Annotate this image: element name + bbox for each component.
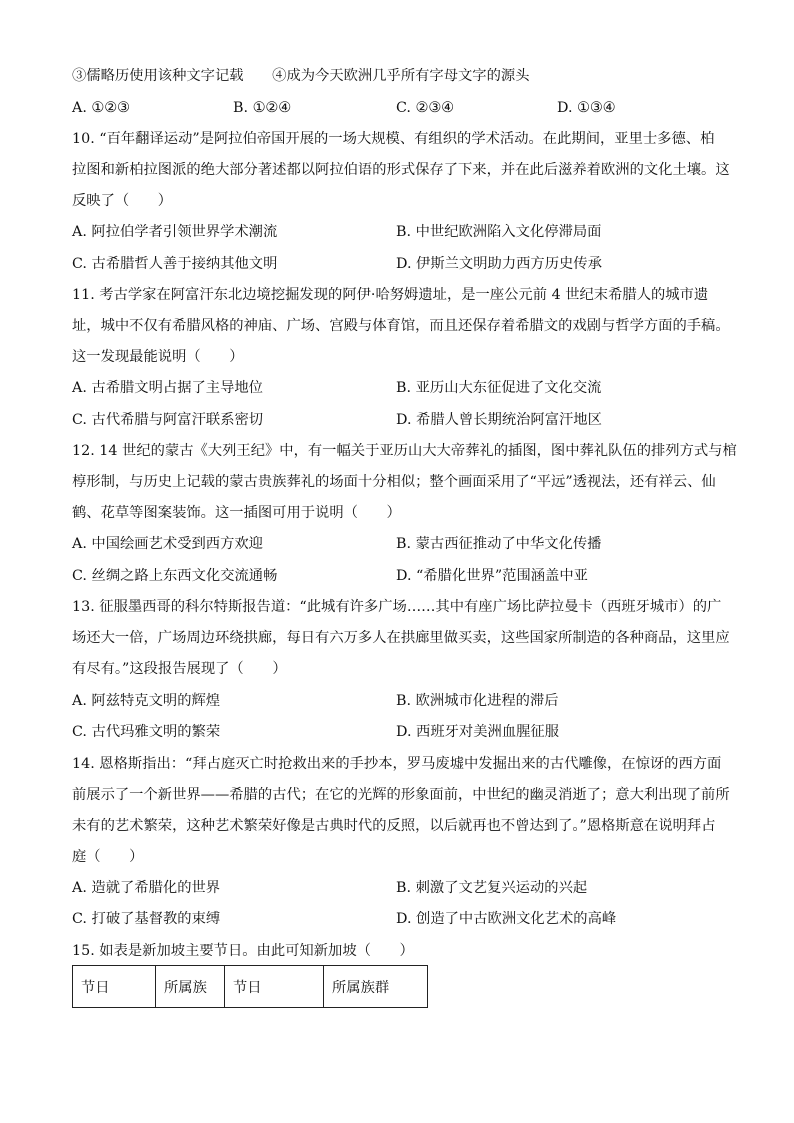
q10-option-d: D. 伊斯兰文明助力西方历史传承	[396, 256, 602, 272]
q14-stem-line-4: 庭（ ）	[72, 849, 144, 865]
q11-stem-line-2: 址，城中不仅有希腊风格的神庙、广场、宫殿与体育馆，而且还保存着希腊文的戏剧与哲学方面的手稿。	[72, 318, 730, 334]
q13-option-d: D. 西班牙对美洲血腥征服	[396, 724, 560, 740]
q13-option-c: C. 古代玛雅文明的繁荣	[72, 724, 221, 740]
q12-option-a: A. 中国绘画艺术受到西方欢迎	[72, 536, 263, 552]
q11-stem-line-3: 这一发现最能说明（ ）	[72, 349, 244, 365]
q14-stem-line-1: 14. 恩格斯指出：“拜占庭灭亡时抢救出来的手抄本，罗马废墟中发掘出来的古代雕像，在惊讶的西方面	[72, 756, 722, 772]
question-9-statements: ③儒略历使用该种文字记载 ④成为今天欧洲几乎所有字母文字的源头	[72, 68, 530, 84]
q9-option-d: D. ①③④	[557, 100, 616, 116]
q15-stem: 15. 如表是新加坡主要节日。由此可知新加坡（ ）	[72, 943, 414, 959]
q14-option-b: B. 刺激了文艺复兴运动的兴起	[396, 880, 588, 896]
q11-stem-line-1: 11. 考古学家在阿富汗东北边境挖掘发现的阿伊·哈努姆遗址，是一座公元前 4 世纪末希腊人的城市遗	[72, 287, 709, 303]
q10-stem-line-3: 反映了（ ）	[72, 193, 173, 209]
q10-option-b: B. 中世纪欧洲陷入文化停滞局面	[396, 224, 602, 240]
table-header-cell: 所属族群	[324, 966, 428, 1008]
q10-stem-line-1: 10. “百年翻译运动”是阿拉伯帝国开展的一场大规模、有组织的学术活动。在此期间，亚里士多德、柏	[72, 131, 715, 147]
q13-stem-line-1: 13. 征服墨西哥的科尔特斯报告道：“此城有许多广场……其中有座广场比萨拉曼卡（西班牙城市）的广	[72, 599, 722, 615]
q11-option-d: D. 希腊人曾长期统治阿富汗地区	[396, 412, 602, 428]
q13-stem-line-2: 场还大一倍，广场周边环绕拱廊，每日有六万多人在拱廊里做买卖，这些国家所制造的各种商品，这里应	[72, 630, 730, 646]
q10-option-c: C. 古希腊哲人善于接纳其他文明	[72, 256, 278, 272]
q12-option-d: D. “希腊化世界”范围涵盖中亚	[396, 568, 588, 584]
q14-option-a: A. 造就了希腊化的世界	[72, 880, 221, 896]
q14-stem-line-2: 前展示了一个新世界——希腊的古代；在它的光辉的形象面前，中世纪的幽灵消逝了；意大利出现了前所	[72, 787, 730, 803]
q9-option-a: A. ①②③	[72, 100, 130, 116]
table-header-cell: 所属族	[156, 966, 225, 1008]
table-header-row	[73, 966, 428, 1008]
q13-option-b: B. 欧洲城市化进程的滞后	[396, 693, 559, 709]
q10-stem-line-2: 拉图和新柏拉图派的绝大部分著述都以阿拉伯语的形式保存了下来，并在此后滋养着欧洲的文化土壤。这	[72, 162, 730, 178]
q12-stem-line-2: 椁形制，与历史上记载的蒙古贵族葬礼的场面十分相似；整个画面采用了“平远”透视法，还有祥云、仙	[72, 474, 716, 490]
festival-table	[72, 965, 428, 1008]
q9-option-b: B. ①②④	[233, 100, 292, 116]
table-header-cell: 节日	[225, 966, 324, 1008]
q11-option-b: B. 亚历山大东征促进了文化交流	[396, 380, 602, 396]
q14-option-d: D. 创造了中古欧洲文化艺术的高峰	[396, 911, 617, 927]
q11-option-c: C. 古代希腊与阿富汗联系密切	[72, 412, 264, 428]
q12-stem-line-3: 鹤、花草等图案装饰。这一插图可用于说明（ ）	[72, 505, 401, 521]
q14-stem-line-3: 未有的艺术繁荣，这种艺术繁荣好像是古典时代的反照，以后就再也不曾达到了。”恩格斯意在说明拜占	[72, 818, 716, 834]
table-header-cell: 节日	[73, 966, 156, 1008]
q13-stem-line-3: 有尽有。”这段报告展现了（ ）	[72, 661, 287, 677]
q10-option-a: A. 阿拉伯学者引领世界学术潮流	[72, 224, 278, 240]
q12-option-c: C. 丝绸之路上东西文化交流通畅	[72, 568, 278, 584]
q12-stem-line-1: 12. 14 世纪的蒙古《大列王纪》中，有一幅关于亚历山大大帝葬礼的插图，图中葬礼队伍的排列方式与棺	[72, 443, 737, 459]
q14-option-c: C. 打破了基督教的束缚	[72, 911, 221, 927]
q13-option-a: A. 阿兹特克文明的辉煌	[72, 693, 221, 709]
q12-option-b: B. 蒙古西征推动了中华文化传播	[396, 536, 602, 552]
q11-option-a: A. 古希腊文明占据了主导地位	[72, 380, 263, 396]
q9-option-c: C. ②③④	[396, 100, 454, 116]
